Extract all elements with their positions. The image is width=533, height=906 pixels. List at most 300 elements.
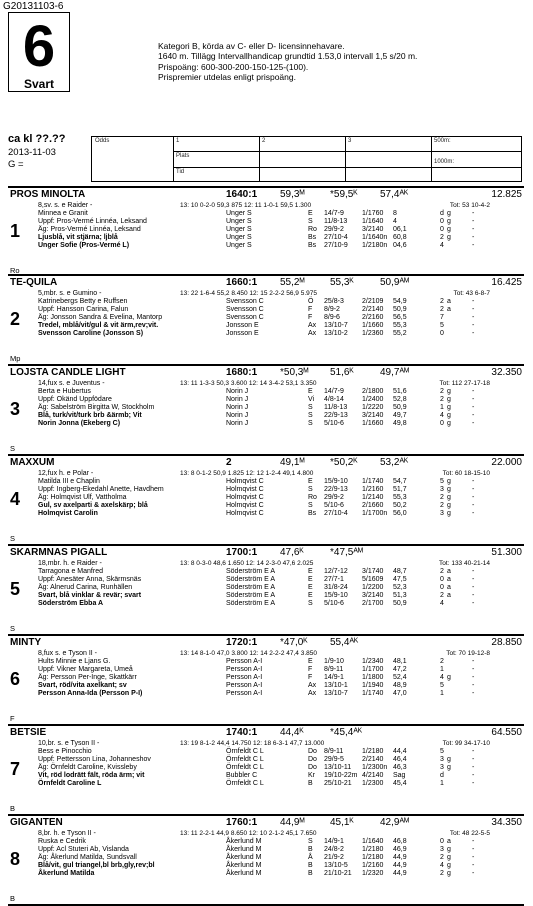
start-cell: - <box>472 242 475 250</box>
start-cell: Jonsson E <box>226 330 259 338</box>
start-cell: F <box>308 674 313 682</box>
start-cell: 1/1760 <box>362 210 384 217</box>
best-time-1: *50,3ᴹ <box>280 367 309 378</box>
start-cell: 1/2160 <box>362 486 384 494</box>
horse-info-line: Blå, turk/vit/turk brb &ärmb; Vit <box>38 412 142 420</box>
start-cell: 14/7-9 <box>324 210 344 217</box>
best-time-1: 44,4ᴷ <box>280 727 304 738</box>
start-cell: 5/10-6 <box>324 600 344 608</box>
start-cell: - <box>472 772 475 780</box>
start-cell: 4/8-14 <box>324 396 344 404</box>
start-cell: g <box>447 396 451 404</box>
start-cell: - <box>472 838 475 845</box>
start-cell: B <box>308 870 313 878</box>
start-cell: Norin J <box>226 396 249 404</box>
start-cell: 1 <box>440 666 444 674</box>
start-cell: Åkerlund M <box>226 862 262 870</box>
track-code: S <box>10 444 16 453</box>
start-cell: - <box>472 298 475 305</box>
entry-card[interactable] <box>8 636 524 726</box>
horse-info <box>38 290 218 339</box>
horse-info-line: Uppf: Pettersson Lina, Johanneshov <box>38 756 151 764</box>
start-cell: 1/1800 <box>362 674 384 682</box>
start-cell: 3/2140 <box>362 412 384 420</box>
entries-list <box>8 186 524 906</box>
start-cell: 1/1660 <box>362 420 384 428</box>
start-cell: 51,3 <box>393 592 407 600</box>
horse-name[interactable]: BETSIE <box>10 727 47 738</box>
start-number: 2 <box>10 309 21 329</box>
start-cell: g <box>447 486 451 494</box>
start-cell: Bubbler C <box>226 772 258 780</box>
horse-info-line: Uppf: Pros-Vermé Linnéa, Leksand <box>38 218 147 226</box>
start-cell: S <box>308 838 313 845</box>
start-cell: 1/2180n <box>362 242 388 250</box>
start-cell: 3 <box>440 764 444 772</box>
start-cell: g <box>447 764 451 772</box>
season-stats: 13: 11 1-3-3 50,3 3.600 12: 14 3-4-2 53,1 3.350 <box>180 380 317 387</box>
start-cell: g <box>447 210 451 217</box>
horse-info-line: Örnfeldt Caroline L <box>38 780 102 788</box>
entry-header <box>8 367 524 379</box>
start-cell: 21/10-21 <box>324 870 352 878</box>
horse-name[interactable]: SKARMNAS PIGALL <box>10 547 108 558</box>
horse-name[interactable]: TE-QUILA <box>10 277 58 288</box>
total-stats: Tot: 112 27-17-18 <box>439 380 490 387</box>
horse-info-line: Äg: Åkerlund Matilda, Sundsvall <box>38 854 137 862</box>
start-cell: 8/9-2 <box>324 306 340 314</box>
start-cell: 1/1640n <box>362 234 388 242</box>
start-cell: - <box>472 674 475 682</box>
entry-card[interactable] <box>8 546 524 636</box>
start-cell: - <box>472 658 475 665</box>
horse-name[interactable]: GIGANTEN <box>10 817 63 828</box>
start-cell: 27/10-9 <box>324 242 348 250</box>
horse-info-line: Minnea e Granit <box>38 210 88 218</box>
start-cell: - <box>472 510 475 518</box>
start-cell: Persson A-I <box>226 682 263 690</box>
start-cell: 52,4 <box>393 674 407 682</box>
start-cell: - <box>472 682 475 690</box>
start-cell: 46,9 <box>393 846 407 854</box>
grid-divider <box>173 167 521 168</box>
record-distance: 2 <box>226 457 232 468</box>
start-cell: 21/9-2 <box>324 854 344 862</box>
start-cell: 1/2320 <box>362 870 384 878</box>
start-cell: 2 <box>440 396 444 404</box>
total-stats: Tot: 48 22-5-5 <box>449 830 490 837</box>
start-cell: Unger S <box>226 218 252 226</box>
entry-card[interactable] <box>8 186 524 276</box>
start-cell: - <box>472 690 475 698</box>
start-cell: - <box>472 306 475 314</box>
start-cell: g <box>447 234 451 242</box>
start-cell: - <box>472 404 475 412</box>
start-cell: Åkerlund M <box>226 838 262 845</box>
start-cell: Sag <box>393 772 406 780</box>
prize-money: 64.550 <box>491 727 522 738</box>
start-cell: g <box>447 412 451 420</box>
start-cell: Persson A-I <box>226 666 263 674</box>
start-cell: - <box>472 870 475 878</box>
track-code: B <box>10 894 16 903</box>
start-cell: 46,8 <box>393 838 407 845</box>
horse-name[interactable]: MINTY <box>10 637 42 648</box>
start-cell: g <box>447 854 451 862</box>
start-cell: 25/10-21 <box>324 780 352 788</box>
start-cell: 1/9-10 <box>324 658 344 665</box>
start-cell: 2 <box>440 854 444 862</box>
start-number: 8 <box>10 849 21 869</box>
start-cell: Do <box>308 756 317 764</box>
start-cell: 1/2400 <box>362 396 384 404</box>
start-number: 3 <box>10 399 21 419</box>
start-cell: 5/10-6 <box>324 502 344 510</box>
start-cell: 47,0 <box>393 690 407 698</box>
start-cell: g <box>447 478 451 485</box>
start-cell: 44,4 <box>393 748 407 755</box>
start-cell: g <box>447 388 451 395</box>
total-stats: Tot: 99 34-17-10 <box>442 740 490 747</box>
start-cell: 1/2180 <box>362 748 384 755</box>
prize-money: 34.350 <box>491 817 522 828</box>
start-cell: a <box>447 298 451 305</box>
start-cell: 1/2360 <box>362 330 384 338</box>
race-color: Svart <box>23 77 55 91</box>
start-cell: Unger S <box>226 210 252 217</box>
time-500m-label: 500m: <box>434 138 451 144</box>
start-cell: 1/2220 <box>362 404 384 412</box>
horse-info-line: Katrinebergs Betty e Ruffsen <box>38 298 128 306</box>
start-cell: E <box>308 478 313 485</box>
start-cell: Söderström E A <box>226 584 276 592</box>
horse-name[interactable]: PROS MINOLTA <box>10 189 86 200</box>
start-cell: 1/1940 <box>362 682 384 690</box>
start-cell: 44,9 <box>393 854 407 862</box>
horse-name[interactable]: LOJSTA CANDLE LIGHT <box>10 367 126 378</box>
track-code: S <box>10 624 16 633</box>
horse-info-line: 5,mbr. s. e Gumino - <box>38 290 102 297</box>
start-cell: Örnfeldt C L <box>226 748 264 755</box>
start-cell: 22/9-13 <box>324 486 348 494</box>
horse-info-line: Uppf: Acl Stuteri Ab, Vislanda <box>38 846 129 854</box>
start-cell: - <box>472 388 475 395</box>
start-cell: 8/9-11 <box>324 666 344 674</box>
start-cell: 5/1609 <box>362 576 384 584</box>
start-cell: 0 <box>440 330 444 338</box>
start-cell: E <box>308 592 313 600</box>
start-cell: a <box>447 838 451 845</box>
race-conditions <box>158 41 518 83</box>
entry-card[interactable] <box>8 276 524 366</box>
start-cell: 27/10-4 <box>324 510 348 518</box>
start-cell: 2/1700 <box>362 600 384 608</box>
start-cell: d <box>440 210 444 217</box>
tid-label: Tid <box>176 169 185 175</box>
start-cell: g <box>447 404 451 412</box>
start-cell: g <box>447 420 451 428</box>
start-cell: 27/10-4 <box>324 234 348 242</box>
start-cell: Unger S <box>226 234 252 242</box>
horse-info-line: 14,fux s. e Juventus - <box>38 380 105 387</box>
entry-header <box>8 637 524 649</box>
horse-info-line: Uppf: Hansson Carina, Falun <box>38 306 129 314</box>
season-stats: 13: 8 0-3-0 48,6 1.650 12: 14 2-3-0 47,6 2.025 <box>180 560 314 567</box>
start-cell: 60,8 <box>393 234 407 242</box>
start-cell: 1/1740 <box>362 690 384 698</box>
track-code: B <box>10 804 16 813</box>
start-cell: F <box>308 306 313 314</box>
best-time-2: 55,4ᴬᴷ <box>330 637 359 648</box>
start-cell: Holmqvist C <box>226 478 264 485</box>
start-cell: B <box>308 846 313 854</box>
race-condition-line: Prispoäng: 600-300-200-150-125-(100). <box>158 61 309 72</box>
start-cell: - <box>472 502 475 510</box>
start-cell: g <box>447 846 451 854</box>
start-cell: 2 <box>440 568 444 575</box>
entry-card[interactable] <box>8 366 524 456</box>
season-stats: 13: 11 2-2-1 44,9 8.650 12: 10 2-1-2 45,1 7.650 <box>180 830 317 837</box>
start-cell: 1/2140 <box>362 494 384 502</box>
start-cell: g <box>447 226 451 234</box>
start-cell: 50,9 <box>393 600 407 608</box>
best-time-3: 49,7ᴬᴹ <box>380 367 410 378</box>
start-cell: 55,2 <box>393 330 407 338</box>
start-cell: Ax <box>308 322 317 330</box>
g-field: G = <box>8 159 24 170</box>
start-cell: - <box>472 666 475 674</box>
horse-info-line: Uppf: Vikner Margareta, Umeå <box>38 666 133 674</box>
start-cell: - <box>472 600 475 608</box>
horse-info-line: Ruska e Cedrik <box>38 838 86 846</box>
race-date: 2013-11-03 <box>8 147 56 158</box>
horse-info-line: Tredel, mblå/vit/gul & vit ärm,rev;vit. <box>38 322 159 330</box>
start-cell: F <box>308 314 313 322</box>
horse-info-line: Ljusblå, vit stjärna; ljblå <box>38 234 118 242</box>
start-cell: 4 <box>440 412 444 420</box>
horse-info-line: Holmqvist Carolin <box>38 510 98 518</box>
total-stats: Tot: 133 40-21-14 <box>439 560 490 567</box>
start-cell: B <box>308 780 313 788</box>
total-stats: Tot: 70 19-12-8 <box>446 650 490 657</box>
entry-card[interactable] <box>8 816 524 906</box>
horse-info <box>38 650 218 699</box>
start-cell: 2 <box>440 234 444 242</box>
start-cell: - <box>472 412 475 420</box>
start-cell: B <box>308 862 313 870</box>
plats-label: Plats <box>176 153 190 159</box>
start-cell: 06,1 <box>393 226 407 234</box>
record-distance: 1700:1 <box>226 547 258 558</box>
track-code: Mp <box>10 354 21 363</box>
season-stats: 13: 22 1-6-4 55,2 8.450 12: 15 2-2-2 56,9 5.975 <box>180 290 317 297</box>
start-cell: 4 <box>440 600 444 608</box>
start-cell: g <box>447 862 451 870</box>
horse-info-line: Svart, röd/vita axelkant; sv <box>38 682 127 690</box>
best-time-1: 47,6ᴷ <box>280 547 304 558</box>
start-cell: 25/8-3 <box>324 298 344 305</box>
start-cell: Ro <box>308 494 317 502</box>
start-cell: Persson A-I <box>226 674 263 682</box>
prize-money: 16.425 <box>491 277 522 288</box>
start-cell: 3 <box>440 486 444 494</box>
start-cell: 54,7 <box>393 478 407 485</box>
horse-info <box>38 202 218 251</box>
start-cell: 5 <box>440 322 444 330</box>
start-cell: 1/1640 <box>362 218 384 226</box>
start-cell: 5 <box>440 682 444 690</box>
start-cell: 54,9 <box>393 298 407 305</box>
start-cell: a <box>447 576 451 584</box>
odds-label: Odds <box>95 138 110 144</box>
start-cell: S <box>308 420 313 428</box>
start-cell: 1/1660 <box>362 322 384 330</box>
start-cell: - <box>472 576 475 584</box>
start-cell: 47,2 <box>393 666 407 674</box>
track-code: F <box>10 714 15 723</box>
start-cell: - <box>472 568 475 575</box>
place-1-label: 1 <box>176 138 180 144</box>
best-time-2: *50,2ᴷ <box>330 457 358 468</box>
start-cell: 1/2180 <box>362 846 384 854</box>
start-cell: 11/8-13 <box>324 218 348 226</box>
start-cell: 3 <box>440 756 444 764</box>
start-cell: 29/9-2 <box>324 494 344 502</box>
horse-info-line: Gul, sv axelparti & axelskärp; blå <box>38 502 148 510</box>
start-cell: g <box>447 870 451 878</box>
start-cell: - <box>472 226 475 234</box>
start-cell: 4 <box>440 674 444 682</box>
start-cell: Do <box>308 764 317 772</box>
start-cell: Svensson C <box>226 306 264 314</box>
start-cell: g <box>447 756 451 764</box>
horse-info <box>38 380 218 429</box>
start-cell: 2/1800 <box>362 388 384 395</box>
start-cell: 2/2109 <box>362 298 384 305</box>
start-cell: 50,2 <box>393 502 407 510</box>
best-time-1: 55,2ᴹ <box>280 277 305 288</box>
start-cell: - <box>472 322 475 330</box>
grid-divider <box>345 137 346 181</box>
start-cell: 13/10-1 <box>324 682 348 690</box>
horse-info-line: Unger Sofie (Pros-Vermé L) <box>38 242 130 250</box>
horse-info-line: Svart, blå vinklar & revär; svart <box>38 592 142 600</box>
start-cell: 48,7 <box>393 568 407 575</box>
start-cell: Svensson C <box>226 314 264 322</box>
start-cell: 55,3 <box>393 322 407 330</box>
start-cell: 1 <box>440 404 444 412</box>
start-number: 1 <box>10 221 21 241</box>
start-cell: - <box>472 396 475 404</box>
start-cell: - <box>472 494 475 502</box>
horse-info <box>38 560 218 609</box>
start-cell: Holmqvist C <box>226 486 264 494</box>
start-cell: Holmqvist C <box>226 494 264 502</box>
horse-info-line: Matilda III e Chaplin <box>38 478 100 486</box>
start-cell: d <box>440 772 444 780</box>
start-cell: 49,8 <box>393 420 407 428</box>
start-cell: 11/8-13 <box>324 404 348 412</box>
start-cell: 13/10-7 <box>324 690 348 698</box>
best-time-1: 59,3ᴹ <box>280 189 305 200</box>
start-cell: 14/9-1 <box>324 674 344 682</box>
start-cell: Söderström E A <box>226 568 276 575</box>
start-cell: E <box>308 568 313 575</box>
start-cell: 1 <box>440 690 444 698</box>
horse-info <box>38 740 218 789</box>
best-time-1: *47,0ᴷ <box>280 637 308 648</box>
start-cell: 2/1660 <box>362 502 384 510</box>
track-code: Ro <box>10 266 20 275</box>
time-1000m-label: 1000m: <box>434 159 455 165</box>
entry-card[interactable] <box>8 726 524 816</box>
horse-info-line: Berta e Hubertus <box>38 388 91 396</box>
prize-money: 12.825 <box>491 189 522 200</box>
start-cell: 1/1740 <box>362 478 384 485</box>
entry-header <box>8 457 524 469</box>
total-stats: Tot: 43 6-8-7 <box>453 290 490 297</box>
entry-card[interactable] <box>8 456 524 546</box>
start-cell: 48,1 <box>393 658 407 665</box>
horse-info-line: Äg: Persson Per-Inge, Skattkärr <box>38 674 137 682</box>
start-cell: 29/9-5 <box>324 756 344 764</box>
start-cell: 4 <box>393 218 397 226</box>
total-stats: Tot: 53 10-4-2 <box>449 202 490 209</box>
start-cell: 0 <box>440 584 444 592</box>
start-cell: - <box>472 764 475 772</box>
race-condition-line: Prispremier utdelas enligt prispoäng. <box>158 72 296 83</box>
horse-info-line: Tarragona e Manfred <box>38 568 103 576</box>
start-cell: S <box>308 600 313 608</box>
start-cell: g <box>447 494 451 502</box>
horse-name[interactable]: MAXXUM <box>10 457 55 468</box>
start-cell: 5 <box>440 748 444 755</box>
start-cell: - <box>472 780 475 788</box>
start-cell: 1/1700 <box>362 666 384 674</box>
start-cell: 1/2300n <box>362 764 388 772</box>
best-time-2: 45,1ᴷ <box>330 817 354 828</box>
entry-header <box>8 547 524 559</box>
place-2-label: 2 <box>262 138 266 144</box>
start-cell: E <box>308 584 313 592</box>
start-cell: a <box>447 568 451 575</box>
grid-divider <box>259 137 260 181</box>
start-cell: - <box>472 592 475 600</box>
horse-info-line: Uppf: Okänd Uppfödare <box>38 396 112 404</box>
start-cell: F <box>308 666 313 674</box>
best-time-2: *45,4ᴬᴷ <box>330 727 363 738</box>
start-cell: 27/7-1 <box>324 576 344 584</box>
prize-money: 51.300 <box>491 547 522 558</box>
start-cell: 8 <box>393 210 397 217</box>
start-cell: 3 <box>440 510 444 518</box>
start-cell: Söderström E A <box>226 592 276 600</box>
start-cell: 15/9-10 <box>324 478 348 485</box>
start-cell: 52,8 <box>393 396 407 404</box>
start-cell: 56,0 <box>393 510 407 518</box>
start-cell: 4/2140 <box>362 772 384 780</box>
start-cell: a <box>447 306 451 314</box>
start-cell: S <box>308 404 313 412</box>
start-cell: 3 <box>440 846 444 854</box>
start-cell: a <box>447 584 451 592</box>
race-number-box <box>8 12 70 92</box>
start-cell: 56,5 <box>393 314 407 322</box>
start-cell: Unger S <box>226 242 252 250</box>
record-distance: 1760:1 <box>226 817 258 828</box>
horse-info-line: Söderström Ebba A <box>38 600 104 608</box>
race-condition-line: Kategori B, körda av C- eller D- licensinnehavare. <box>158 41 345 51</box>
